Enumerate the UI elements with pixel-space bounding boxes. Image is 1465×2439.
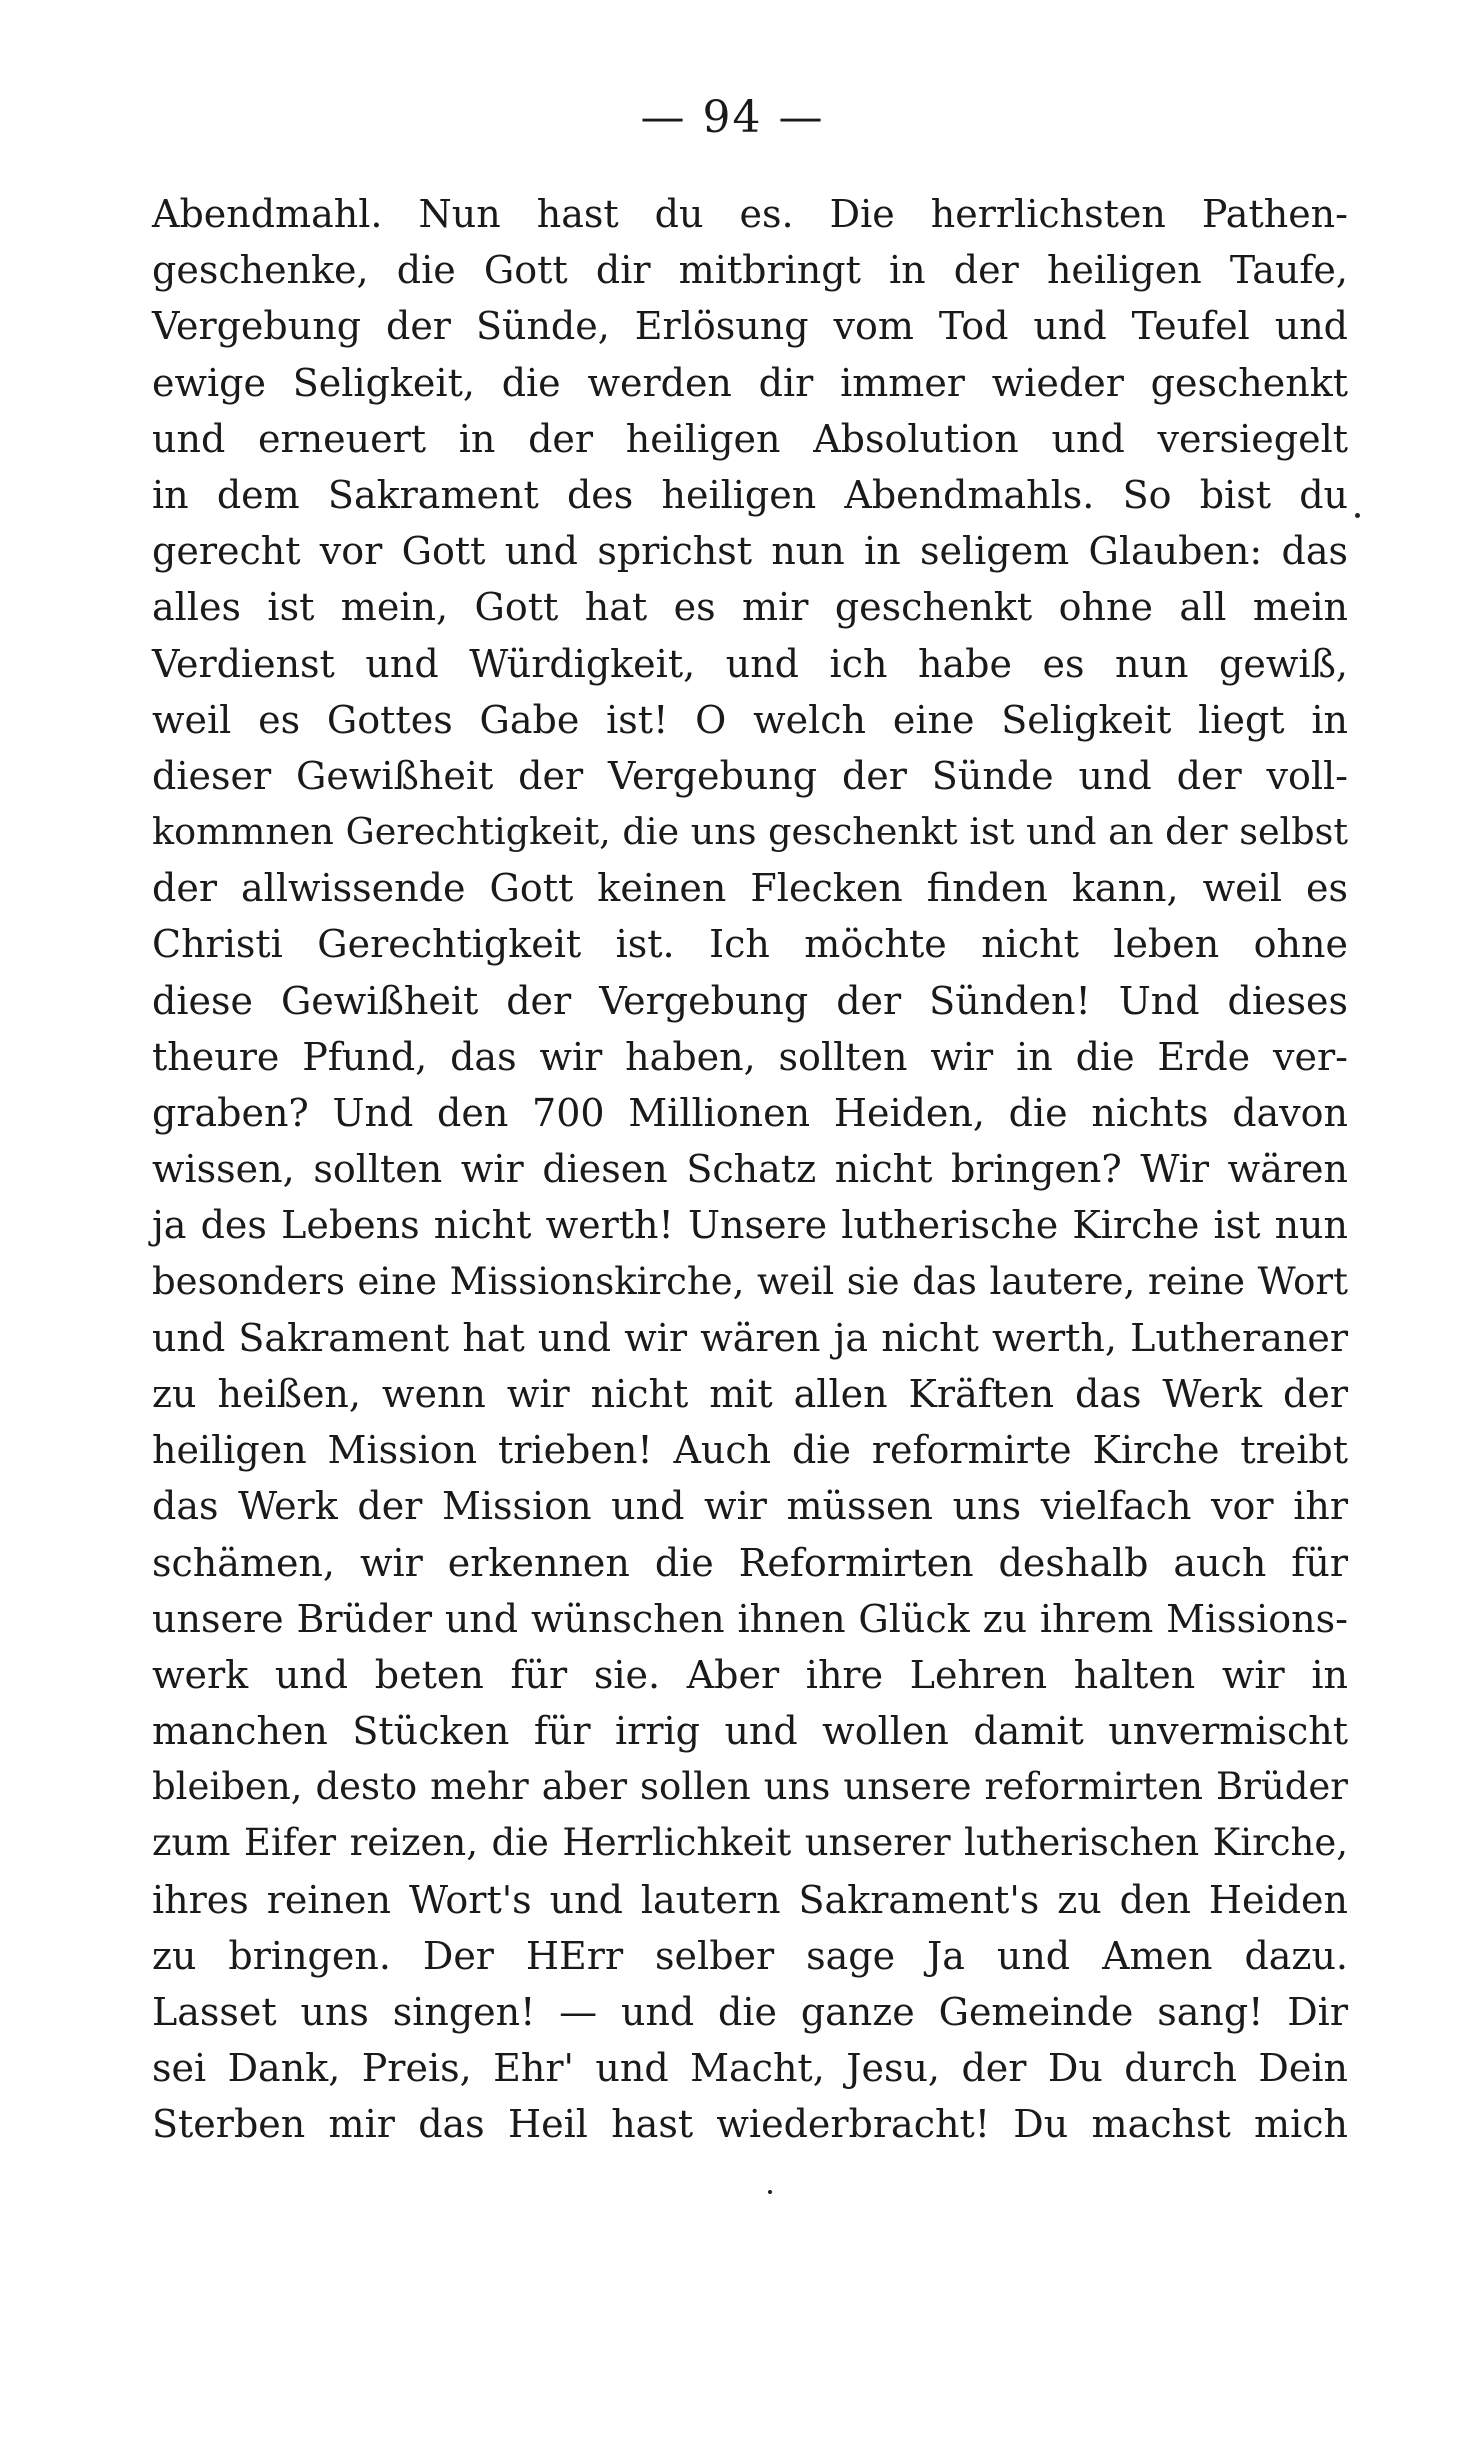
text-line: wissen, sollten wir diesen Schatz nicht bringen? Wir wären [152,1147,1348,1192]
page-number: — 94 — [640,92,825,143]
body-text [152,186,1348,2153]
text-line: ja des Lebens nicht werth! Unsere lutherische Kirche ist nun [152,1203,1348,1248]
text-line: manchen Stücken für irrig und wollen damit unvermischt [152,1709,1348,1754]
text-line: ihres reinen Wort's und lautern Sakrament's zu den Heiden [152,1877,1348,1922]
text-line: zu heißen, wenn wir nicht mit allen Kräften das Werk der [152,1371,1348,1416]
ink-speck [1355,513,1360,518]
text-line: und erneuert in der heiligen Absolution und versiegelt [152,416,1348,461]
text-line: graben? Und den 700 Millionen Heiden, die nichts davon [152,1091,1348,1135]
text-line: in dem Sakrament des heiligen Abendmahls. So bist du [152,472,1348,517]
text-line: kommnen Gerechtigkeit, die uns geschenkt ist und an der selbst [152,810,1348,854]
text-line: der allwissende Gott keinen Flecken finden kann, weil es [152,866,1348,911]
text-line: bleiben, desto mehr aber sollen uns unsere reformirten Brüder [152,1765,1348,1809]
text-line: Vergebung der Sünde, Erlösung vom Tod und Teufel und [152,304,1348,349]
text-line: zum Eifer reizen, die Herrlichkeit unserer lutherischen Kirche, [152,1821,1348,1865]
text-line: das Werk der Mission und wir müssen uns vielfach vor ihr [152,1484,1348,1529]
text-line: ewige Seligkeit, die werden dir immer wieder geschenkt [152,360,1348,405]
text-line: geschenke, die Gott dir mitbringt in der heiligen Taufe, [152,248,1348,293]
text-line: und Sakrament hat und wir wären ja nicht werth, Lutheraner [152,1315,1348,1360]
text-line: werk und beten für sie. Aber ihre Lehren halten wir in [152,1652,1348,1697]
ink-speck [768,2190,772,2194]
text-line: dieser Gewißheit der Vergebung der Sünde und der voll- [152,753,1348,798]
text-line: schämen, wir erkennen die Reformirten deshalb auch für [152,1540,1348,1585]
text-line: zu bringen. Der HErr selber sage Ja und Amen dazu. [152,1933,1348,1978]
text-line: Abendmahl. Nun hast du es. Die herrlichsten Pathen- [152,192,1348,236]
text-line: Verdienst und Würdigkeit, und ich habe es nun gewiß, [152,641,1348,686]
text-line: unsere Brüder und wünschen ihnen Glück zu ihrem Missions- [152,1596,1348,1641]
text-line: Christi Gerechtigkeit ist. Ich möchte nicht leben ohne [152,922,1348,967]
text-line: heiligen Mission trieben! Auch die reformirte Kirche treibt [152,1428,1348,1473]
text-line: sei Dank, Preis, Ehr' und Macht, Jesu, der Du durch Dein [152,2046,1348,2091]
text-line: Lasset uns singen! — und die ganze Gemeinde sang! Dir [152,1990,1348,2034]
text-line: weil es Gottes Gabe ist! O welch eine Seligkeit liegt in [152,697,1348,742]
text-line: gerecht vor Gott und sprichst nun in seligem Glauben: das [152,529,1348,574]
text-line: besonders eine Missionskirche, weil sie das lautere, reine Wort [152,1259,1348,1303]
text-line: theure Pfund, das wir haben, sollten wir in die Erde ver- [152,1034,1348,1079]
text-line: diese Gewißheit der Vergebung der Sünden! Und dieses [152,978,1348,1023]
text-line: alles ist mein, Gott hat es mir geschenkt ohne all mein [152,585,1348,630]
text-line: Sterben mir das Heil hast wiederbracht! Du machst mich [152,2102,1348,2147]
